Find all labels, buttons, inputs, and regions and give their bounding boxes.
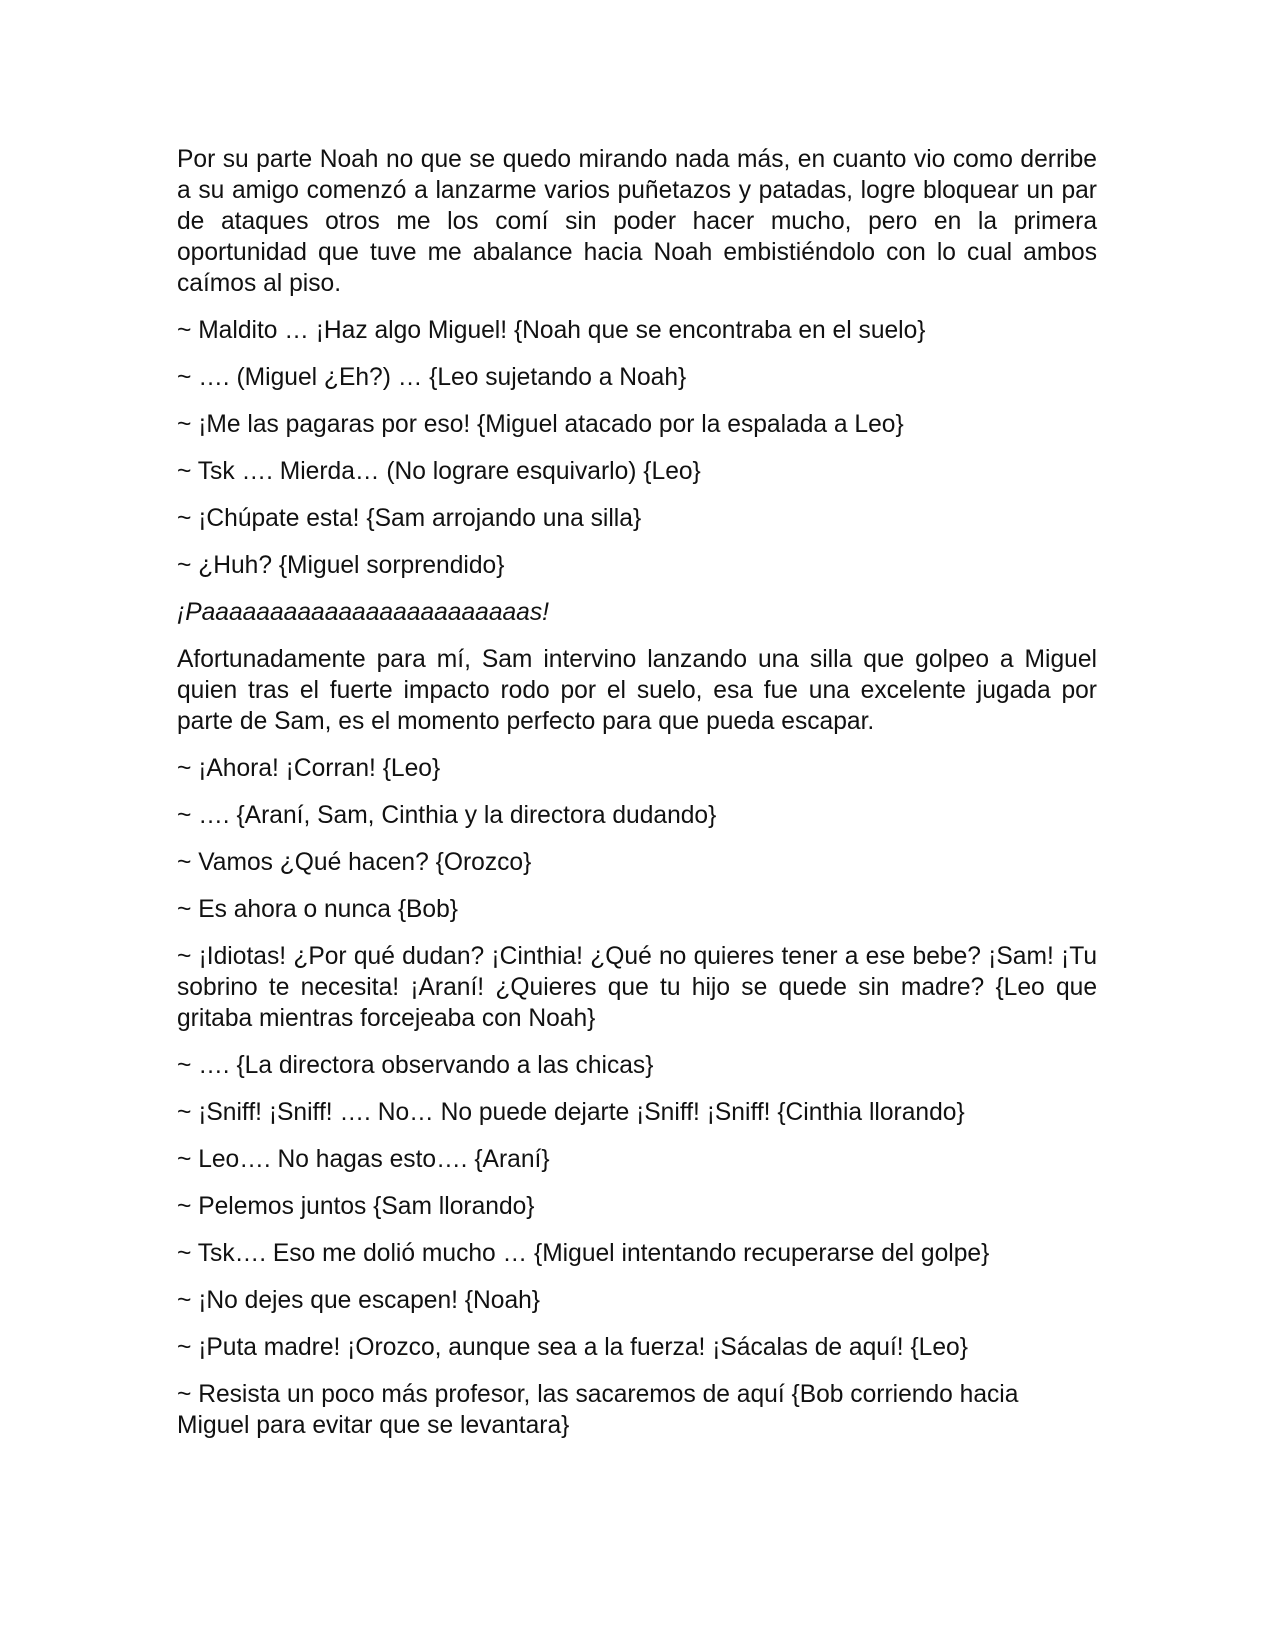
dialogue-line: ~ Maldito … ¡Haz algo Miguel! {Noah que se encontraba en el suelo} [177,317,926,344]
narrative-paragraph: Afortunadamente para mí, Sam intervino lanzando una silla que golpeo a Miguel quien tras el fuerte impacto rodo por el suelo, esa fue una excelente jugada por parte de Sam, es el momento perfecto para que pueda escapar. [177,646,1097,735]
dialogue-line: ~ ¡Chúpate esta! {Sam arrojando una silla} [177,505,642,532]
narrative-paragraph: Por su parte Noah no que se quedo mirando nada más, en cuanto vio como derribe a su amigo comenzó a lanzarme varios puñetazos y patadas, logre bloquear un par de ataques otros me los comí sin poder hacer mucho, pero en la primera oportunidad que tuve me abalance hacia Noah embistiéndolo con lo cual ambos caímos al piso. [177,146,1097,297]
dialogue-line: ~ …. (Miguel ¿Eh?) … {Leo sujetando a Noah} [177,364,687,391]
dialogue-line: ~ ¿Huh? {Miguel sorprendido} [177,552,505,579]
dialogue-line: ~ Tsk …. Mierda… (No lograre esquivarlo) {Leo} [177,458,701,485]
dialogue-line: ~ Leo…. No hagas esto…. {Araní} [177,1146,550,1173]
dialogue-line: ~ ¡Idiotas! ¿Por qué dudan? ¡Cinthia! ¿Qué no quieres tener a ese bebe? ¡Sam! ¡Tu sobrino te necesita! ¡Araní! ¿Quieres que tu hijo se quede sin madre? {Leo que gritaba mientras forcejeaba con Noah} [177,943,1097,1032]
dialogue-line: ~ ¡No dejes que escapen! {Noah} [177,1287,541,1314]
page-body [177,144,1097,1457]
dialogue-line: ~ ¡Puta madre! ¡Orozco, aunque sea a la fuerza! ¡Sácalas de aquí! {Leo} [177,1334,968,1361]
dialogue-line: ~ Pelemos juntos {Sam llorando} [177,1193,535,1220]
dialogue-line: ~ Tsk…. Eso me dolió mucho … {Miguel intentando recuperarse del golpe} [177,1240,990,1267]
sound-effect-line: ¡Paaaaaaaaaaaaaaaaaaaaaaaas! [177,599,549,626]
dialogue-line: ~ Resista un poco más profesor, las sacaremos de aquí {Bob corriendo hacia Miguel para evitar que se levantara} [177,1381,1019,1439]
dialogue-line: ~ …. {La directora observando a las chicas} [177,1052,654,1079]
dialogue-line: ~ ¡Ahora! ¡Corran! {Leo} [177,755,441,782]
dialogue-line: ~ …. {Araní, Sam, Cinthia y la directora dudando} [177,802,717,829]
dialogue-line: ~ ¡Sniff! ¡Sniff! …. No… No puede dejarte ¡Sniff! ¡Sniff! {Cinthia llorando} [177,1099,965,1126]
dialogue-line: ~ Vamos ¿Qué hacen? {Orozco} [177,849,532,876]
dialogue-line: ~ ¡Me las pagaras por eso! {Miguel atacado por la espalada a Leo} [177,411,904,438]
dialogue-line: ~ Es ahora o nunca {Bob} [177,896,459,923]
